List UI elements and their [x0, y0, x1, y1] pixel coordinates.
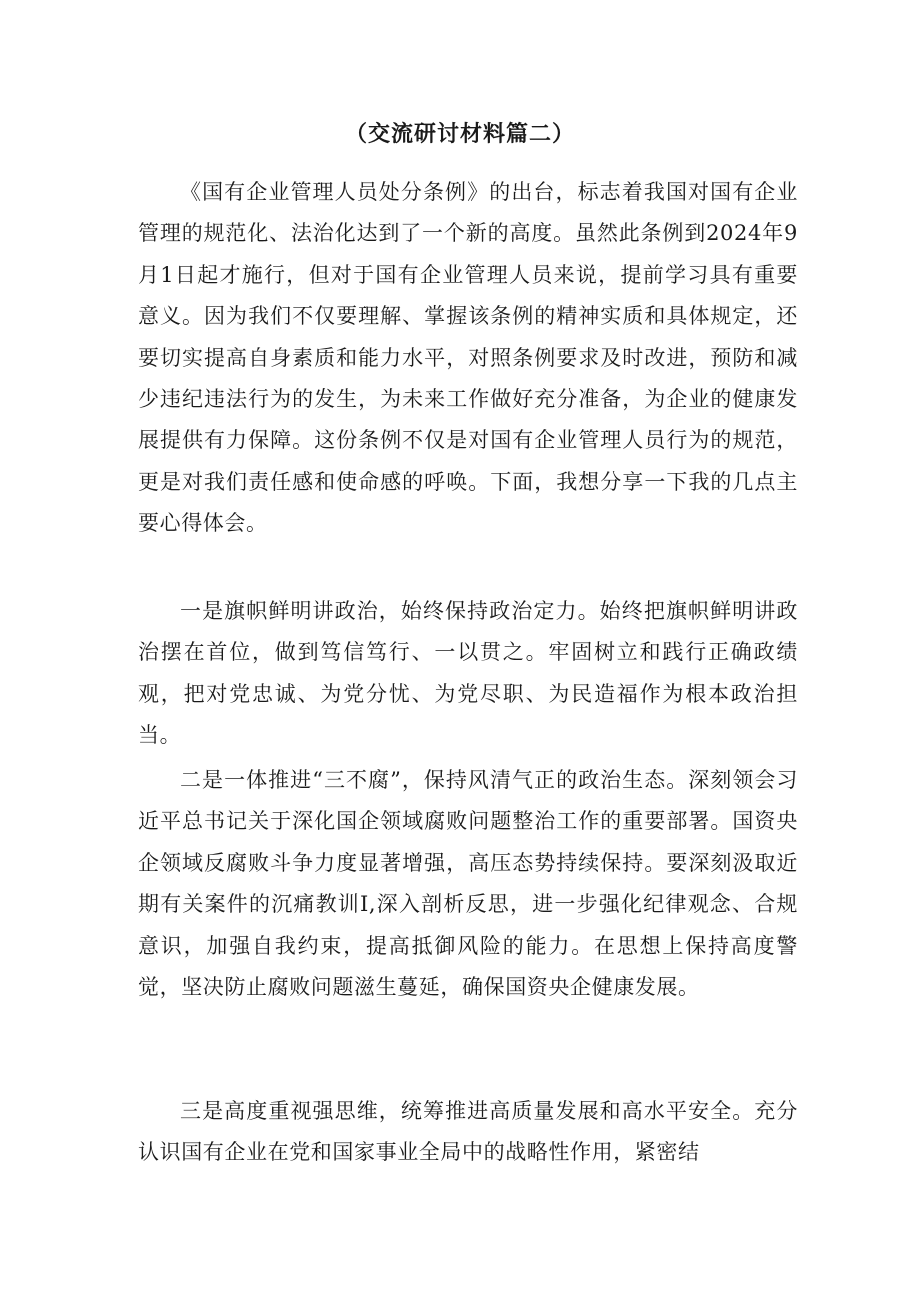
paragraph-point-two: 二是一体推进“三不腐”，保持风清气正的政治生态。深刻领会习近平总书记关于深化国企领域腐败问题整治工作的重要部署。国资央企领域反腐败斗争力度显著增强，高压态势持续保持。要深刻汲取近期有关案件的沉痛教训I,深入剖析反思，进一步强化纪律观念、合规意识，加强自我约束，提高抵御风险的能力。在思想上保持高度警觉，坚决防止腐败问题滋生蔓延，确保国资央企健康发展。 — [138, 768, 798, 1000]
paragraph-intro: 《国有企业管理人员处分条例》的出台，标志着我国对国有企业管理的规范化、法治化达到了一个新的高度。虽然此条例到2024年9月1日起才施行，但对于国有企业管理人员来说，提前学习具有重要意义。因为我们不仅要理解、掌握该条例的精神实质和具体规定，还要切实提高自身素质和能力水平，对照条例要求及时改进，预防和减少违纪违法行为的发生，为未来工作做好充分准备，为企业的健康发展提供有力保障。这份条例不仅是对国有企业管理人员行为的规范，更是对我们责任感和使命感的呼唤。下面，我想分享一下我的几点主要心得体会。 — [138, 180, 798, 536]
document-title: （交流研讨材料篇二） — [344, 121, 575, 147]
paragraph-point-one: 一是旗帜鲜明讲政治，始终保持政治定力。始终把旗帜鲜明讲政治摆在首位，做到笃信笃行、一以贯之。牢固树立和践行正确政绩观，把对党忠诚、为党分忧、为党尽职、为民造福作为根本政治担当。 — [138, 599, 798, 748]
paragraph-point-three: 三是高度重视强思维，统筹推进高质量发展和高水平安全。充分认识国有企业在党和国家事业全局中的战略性作用，紧密结 — [138, 1099, 798, 1165]
